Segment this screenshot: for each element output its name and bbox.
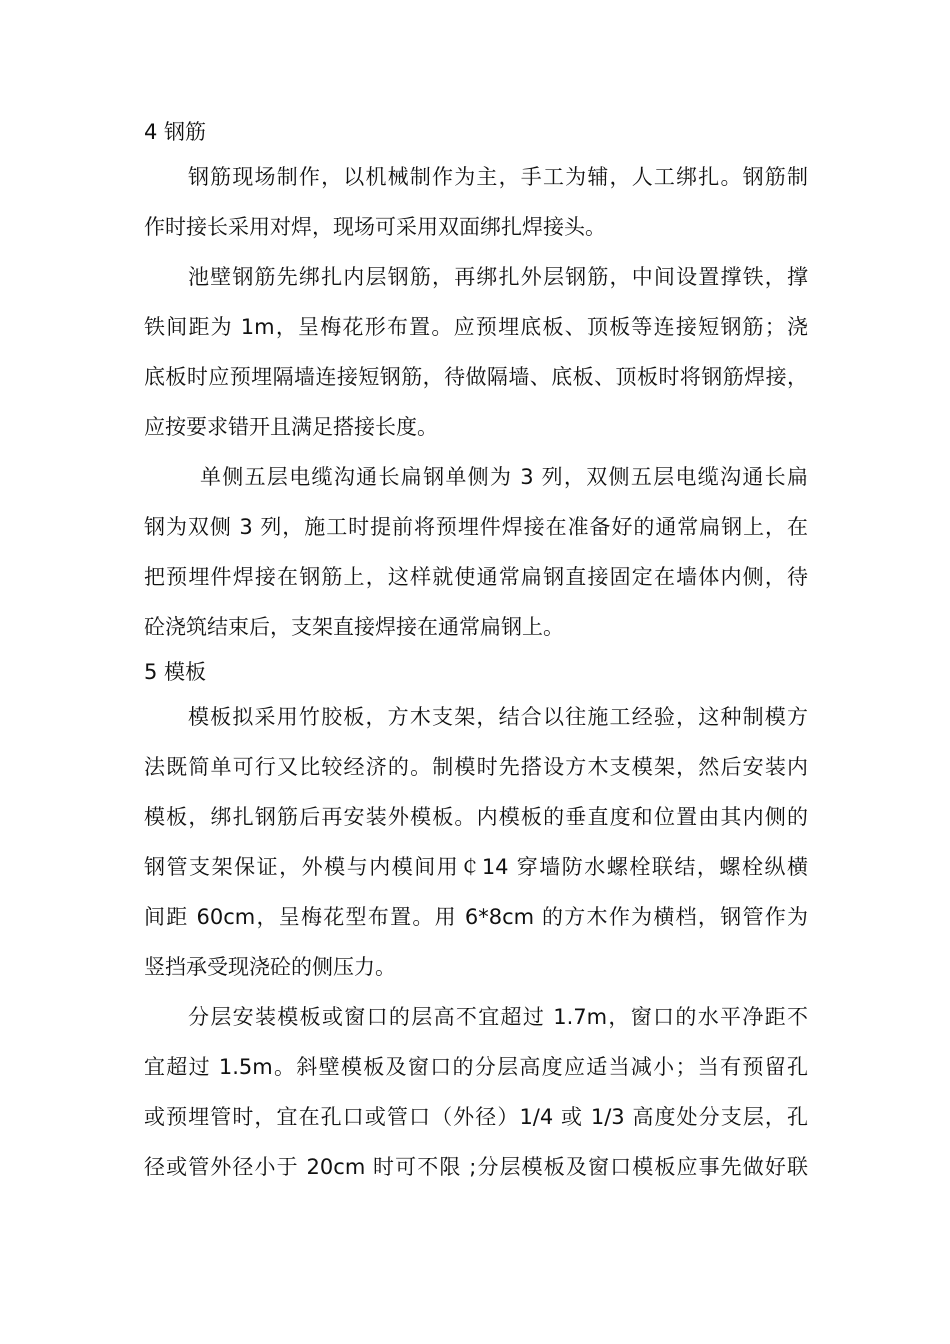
text-line: 铁间距为 1m，呈梅花形布置。应预埋底板、顶板等连接短钢筋；浇	[144, 315, 808, 339]
paragraph-flat-steel	[144, 452, 808, 652]
text-line: 法既简单可行又比较经济的。制模时先搭设方木支模架，然后安装内	[144, 755, 808, 779]
text-line: 径或管外径小于 20cm 时可不限 ;分层模板及窗口模板应事先做好联	[144, 1155, 808, 1179]
paragraph-rebar-fabrication	[144, 152, 808, 252]
document-body	[144, 112, 808, 1192]
text-line: 钢管支架保证，外模与内模间用￠14 穿墙防水螺栓联结，螺栓纵横	[144, 855, 808, 879]
text-line: 钢为双侧 3 列，施工时提前将预埋件焊接在准备好的通常扁钢上，在	[144, 515, 808, 539]
text-line: 模板，绑扎钢筋后再安装外模板。内模板的垂直度和位置由其内侧的	[144, 805, 808, 829]
section-heading-rebar: 4 钢筋	[144, 120, 207, 144]
text-line: 宜超过 1.5m。斜壁模板及窗口的分层高度应适当减小；当有预留孔	[144, 1055, 808, 1079]
text-line: 把预埋件焊接在钢筋上，这样就使通常扁钢直接固定在墙体内侧，待	[144, 565, 808, 589]
paragraph-wall-rebar	[144, 252, 808, 452]
text-line: 应按要求错开且满足搭接长度。	[144, 415, 438, 439]
text-line: 间距 60cm，呈梅花型布置。用 6*8cm 的方木作为横档，钢管作为	[144, 905, 808, 929]
text-line: 竖挡承受现浇砼的侧压力。	[144, 955, 396, 979]
text-line: 砼浇筑结束后，支架直接焊接在通常扁钢上。	[144, 615, 564, 639]
text-line: 钢筋现场制作，以机械制作为主，手工为辅，人工绑扎。钢筋制	[188, 165, 808, 189]
text-line: 作时接长采用对焊，现场可采用双面绑扎焊接头。	[144, 215, 606, 239]
text-line: 单侧五层电缆沟通长扁钢单侧为 3 列，双侧五层电缆沟通长扁	[200, 465, 808, 489]
text-line: 或预埋管时，宜在孔口或管口（外径）1/4 或 1/3 高度处分支层，孔	[144, 1105, 808, 1129]
text-line: 池壁钢筋先绑扎内层钢筋，再绑扎外层钢筋，中间设置撑铁，撑	[188, 265, 808, 289]
text-line: 分层安装模板或窗口的层高不宜超过 1.7m，窗口的水平净距不	[188, 1005, 808, 1029]
text-line: 底板时应预埋隔墙连接短钢筋，待做隔墙、底板、顶板时将钢筋焊接，	[144, 365, 808, 389]
section-heading-formwork: 5 模板	[144, 660, 207, 684]
text-line: 模板拟采用竹胶板，方木支架，结合以往施工经验，这种制模方	[188, 705, 808, 729]
paragraph-layered-formwork	[144, 992, 808, 1192]
paragraph-formwork-method	[144, 692, 808, 992]
